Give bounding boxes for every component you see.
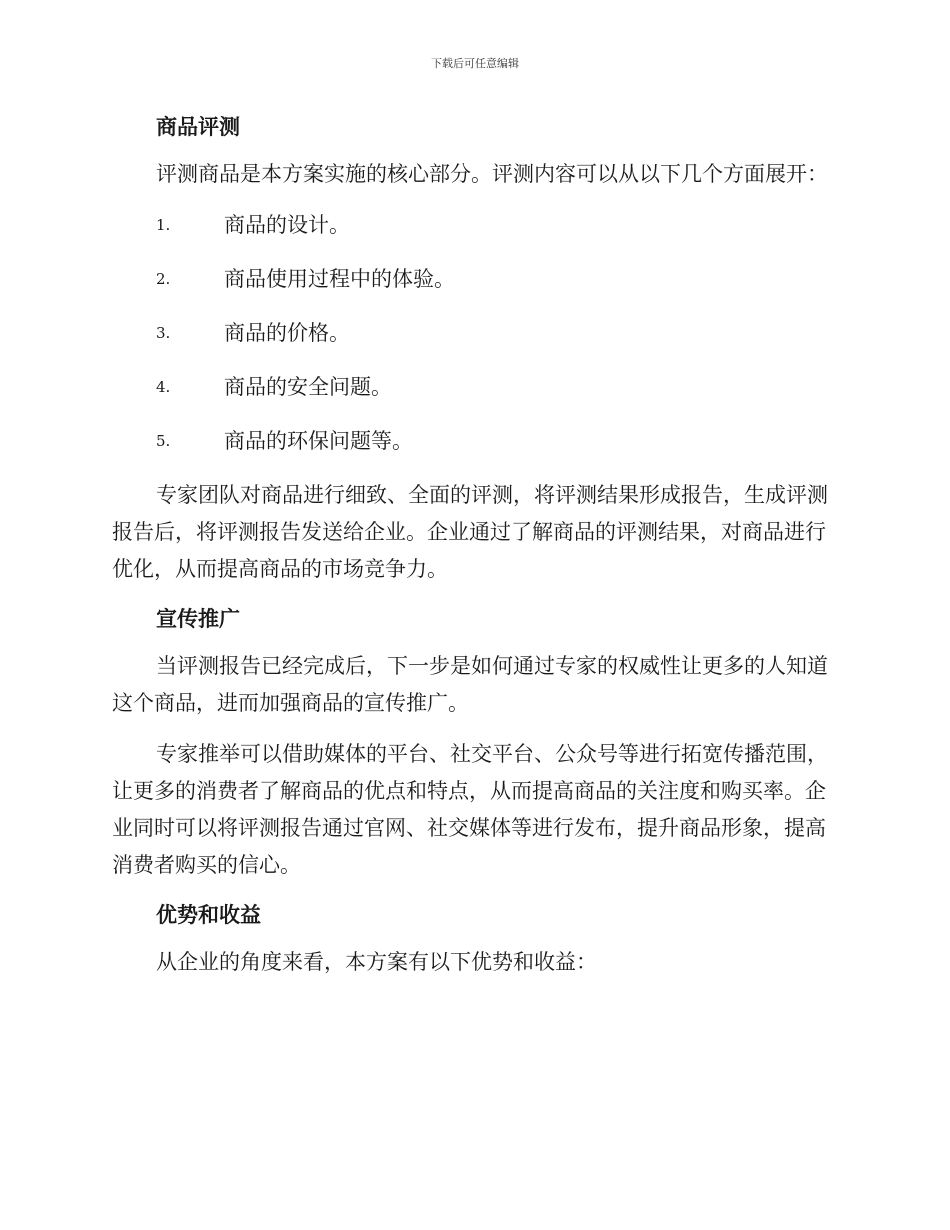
section-heading-benefits: 优势和收益 [156,903,261,927]
list-text: 商品的安全问题。 [224,375,392,399]
evaluation-conclusion-paragraph: 专家团队对商品进行细致、全面的评测，将评测结果形成报告，生成评测报告后，将评测报告发送给企业。企业通过了解商品的评测结果，对商品进行优化，从而提高商品的市场竞争力。 [112,483,828,581]
list-number: 1. [156,216,171,234]
list-number: 2. [156,270,171,288]
list-number: 4. [156,378,171,396]
section-heading-promotion: 宣传推广 [156,607,240,631]
list-item [112,315,832,352]
evaluation-list [112,207,832,460]
running-header: 下载后可任意编辑 [431,57,519,70]
list-text: 商品的价格。 [224,321,350,345]
section-heading-evaluation: 商品评测 [156,115,240,139]
list-number: 3. [156,324,171,342]
list-text: 商品使用过程中的体验。 [224,267,455,291]
list-text: 商品的设计。 [224,213,350,237]
list-item [112,423,832,460]
list-number: 5. [156,432,171,450]
list-item [112,261,832,298]
list-item [112,207,832,244]
promotion-paragraph-1: 当评测报告已经完成后，下一步是如何通过专家的权威性让更多的人知道这个商品，进而加强商品的宣传推广。 [112,654,828,715]
list-text: 商品的环保问题等。 [224,429,413,453]
list-item [112,369,832,406]
benefits-intro-paragraph: 从企业的角度来看，本方案有以下优势和收益： [156,950,597,974]
evaluation-intro-paragraph: 评测商品是本方案实施的核心部分。评测内容可以从以下几个方面展开： [156,162,828,186]
document-body [112,110,832,995]
promotion-paragraph-2: 专家推举可以借助媒体的平台、社交平台、公众号等进行拓宽传播范围，让更多的消费者了解商品的优点和特点，从而提高商品的关注度和购买率。企业同时可以将评测报告通过官网、社交媒体等进行发布，提升商品形象，提高消费者购买的信心。 [112,742,828,877]
